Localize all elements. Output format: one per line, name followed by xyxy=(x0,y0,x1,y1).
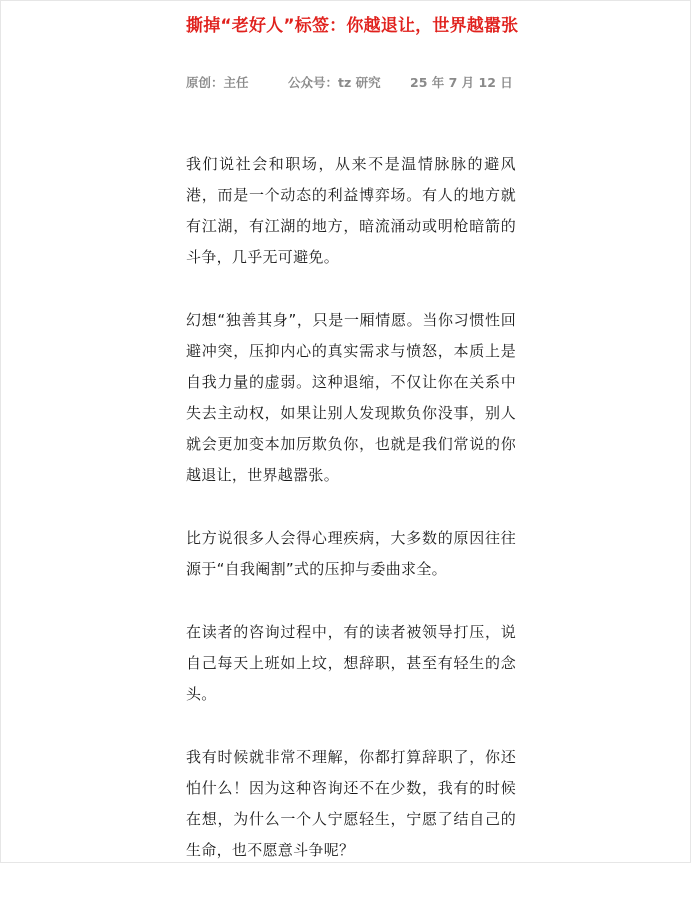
article-body xyxy=(186,149,516,866)
article-meta xyxy=(186,74,516,92)
paragraph: 幻想“独善其身”，只是一厢情愿。当你习惯性回避冲突，压抑内心的真实需求与愤怒，本质上是自我力量的虚弱。这种退缩，不仅让你在关系中失去主动权，如果让别人发现欺负你没事，别人就会更加变本加厉欺负你，也就是我们常说的你越退让，世界越嚣张。 xyxy=(186,311,516,484)
article xyxy=(186,14,519,898)
paragraph: 在读者的咨询过程中，有的读者被领导打压，说自己每天上班如上坟，想辞职，甚至有轻生的念头。 xyxy=(186,623,516,703)
author-label: 原创：主任 xyxy=(186,75,249,90)
article-title: 撕掉“老好人”标签：你越退让，世界越嚣张 xyxy=(186,16,519,36)
paragraph: 我们说社会和职场，从来不是温情脉脉的避风港，而是一个动态的利益博弈场。有人的地方就有江湖，有江湖的地方，暗流涌动或明枪暗箭的斗争，几乎无可避免。 xyxy=(186,155,516,266)
paragraph: 我有时候就非常不理解，你都打算辞职了，你还怕什么！因为这种咨询还不在少数，我有的时候在想，为什么一个人宁愿轻生，宁愿了结自己的生命，也不愿意斗争呢？ xyxy=(186,748,516,859)
account-label: 公众号：tz 研究 xyxy=(288,75,381,90)
paragraph: 比方说很多人会得心理疾病，大多数的原因往往源于“自我阉割”式的压抑与委曲求全。 xyxy=(186,529,516,578)
publish-date: 25 年 7 月 12 日 xyxy=(410,75,513,90)
